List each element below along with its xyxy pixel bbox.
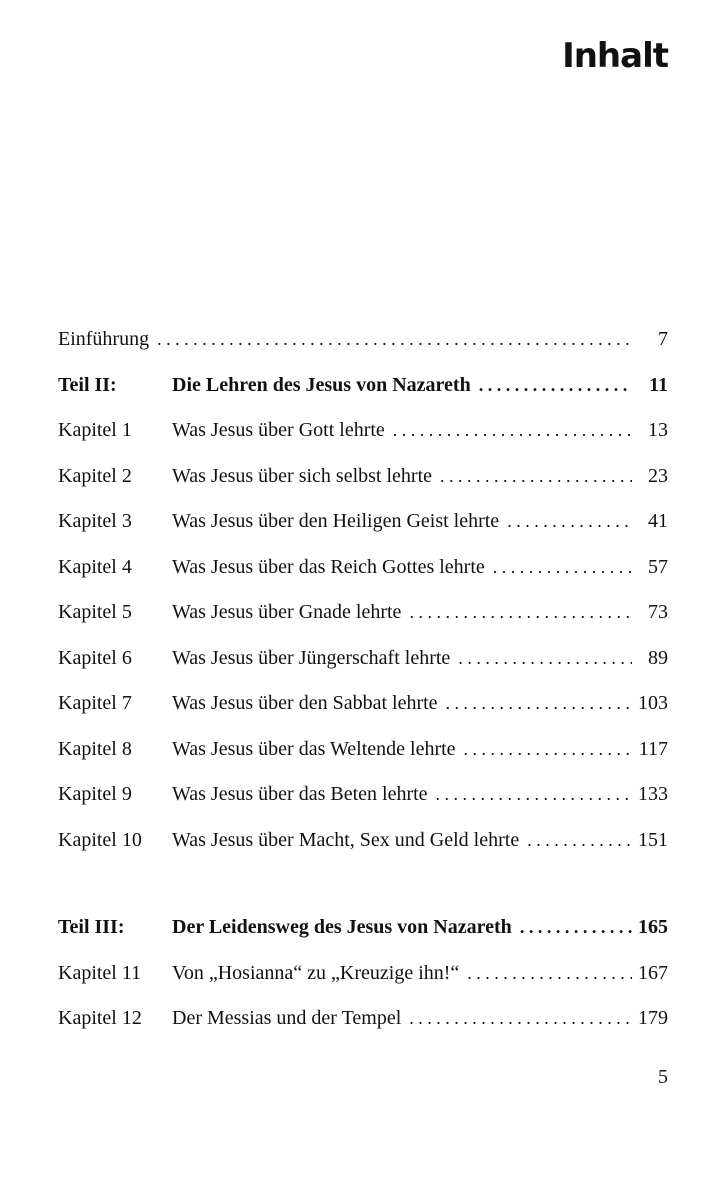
toc-entry-body	[172, 956, 638, 990]
chapter-label: Kapitel 1	[58, 419, 132, 441]
chapter-page: 133	[638, 783, 668, 805]
dot-leader	[527, 823, 632, 857]
toc-entry-body	[172, 910, 638, 944]
chapter-page: 103	[638, 692, 668, 714]
chapter-label: Kapitel 8	[58, 737, 132, 760]
chapter-title: Was Jesus über Gott lehrte	[172, 419, 385, 441]
dot-leader	[507, 504, 632, 538]
toc-entry-body	[172, 823, 638, 857]
chapter-title: Was Jesus über das Reich Gottes lehrte	[172, 555, 485, 578]
chapter-title: Was Jesus über Jüngerschaft lehrte	[172, 646, 451, 669]
toc-part-label: Teil III:	[58, 916, 125, 938]
toc-part-page: 165	[638, 916, 668, 938]
dot-leader	[436, 777, 632, 811]
chapter-page: 41	[648, 510, 668, 532]
chapter-title: Was Jesus über den Heiligen Geist lehrte	[172, 510, 500, 532]
toc-group-part-3	[58, 910, 668, 1047]
dot-leader	[409, 1001, 632, 1035]
chapter-title: Was Jesus über Macht, Sex und Geld lehrte	[172, 828, 520, 851]
toc-chapter	[58, 956, 668, 1002]
chapter-page: 57	[648, 555, 668, 578]
toc-chapter	[58, 1001, 668, 1047]
chapter-title: Was Jesus über den Sabbat lehrte	[172, 692, 438, 714]
chapter-title: Von „Hosianna“ zu „Kreuzige ihn!“	[172, 961, 460, 984]
toc-part-title: Die Lehren des Jesus von Nazareth	[172, 373, 471, 396]
chapter-title: Was Jesus über das Beten lehrte	[172, 783, 428, 805]
dot-leader	[479, 368, 632, 402]
chapter-title: Der Messias und der Tempel	[172, 1007, 402, 1029]
dot-leader	[464, 732, 632, 766]
chapter-label: Kapitel 12	[58, 1007, 142, 1029]
chapter-label: Kapitel 7	[58, 692, 132, 714]
dot-leader	[458, 641, 632, 675]
toc-part-heading	[58, 368, 668, 414]
toc-entry-body	[172, 686, 638, 720]
dot-leader	[467, 956, 632, 990]
page-number: 5	[658, 1066, 668, 1088]
chapter-title: Was Jesus über sich selbst lehrte	[172, 464, 432, 487]
chapter-label: Kapitel 2	[58, 464, 132, 487]
dot-leader	[440, 459, 632, 493]
chapter-title: Was Jesus über Gnade lehrte	[172, 601, 402, 623]
toc-chapter	[58, 595, 668, 641]
toc-part-heading	[58, 910, 668, 956]
dot-leader	[446, 686, 632, 720]
chapter-page: 13	[648, 419, 668, 441]
toc-entry-title: Einführung	[58, 328, 150, 350]
toc-entry-body	[172, 595, 638, 629]
toc-chapter	[58, 686, 668, 732]
toc-chapter	[58, 732, 668, 778]
toc-entry-body	[172, 1001, 638, 1035]
chapter-page: 73	[648, 601, 668, 623]
toc-chapter	[58, 777, 668, 823]
toc-chapter	[58, 413, 668, 459]
toc-entry-page: 7	[658, 328, 668, 350]
chapter-page: 89	[648, 646, 668, 669]
toc-entry-body	[172, 641, 638, 675]
toc-entry-body	[172, 504, 638, 538]
chapter-label: Kapitel 5	[58, 601, 132, 623]
toc-chapter	[58, 823, 668, 869]
chapter-label: Kapitel 11	[58, 961, 142, 984]
toc-part-page: 11	[649, 373, 668, 396]
toc-entry-body	[172, 732, 638, 766]
toc-entry-introduction	[58, 322, 668, 368]
dot-leader	[520, 910, 632, 944]
toc-chapter	[58, 550, 668, 596]
toc-chapter	[58, 459, 668, 505]
toc-entry-body	[172, 459, 638, 493]
chapter-page: 117	[638, 737, 668, 760]
dot-leader	[493, 550, 632, 584]
toc-chapter	[58, 504, 668, 550]
dot-leader	[393, 413, 632, 447]
chapter-label: Kapitel 6	[58, 646, 132, 669]
page-title: Inhalt	[562, 36, 668, 76]
chapter-page: 167	[638, 961, 668, 984]
dot-leader	[409, 595, 632, 629]
toc-entry-body	[172, 413, 638, 447]
dot-leader	[157, 322, 632, 356]
chapter-page: 151	[638, 828, 668, 851]
toc-part-title: Der Leidensweg des Jesus von Nazareth	[172, 916, 512, 938]
toc-entry-body	[172, 777, 638, 811]
chapter-label: Kapitel 9	[58, 783, 132, 805]
chapter-label: Kapitel 10	[58, 828, 142, 851]
chapter-label: Kapitel 4	[58, 555, 132, 578]
chapter-page: 23	[648, 464, 668, 487]
chapter-page: 179	[638, 1007, 668, 1029]
toc-part-label: Teil II:	[58, 373, 117, 396]
chapter-title: Was Jesus über das Weltende lehrte	[172, 737, 456, 760]
toc-group-part-2	[58, 322, 668, 868]
toc-entry-body	[172, 368, 638, 402]
toc-entry-body	[58, 322, 638, 356]
toc-entry-body	[172, 550, 638, 584]
chapter-label: Kapitel 3	[58, 510, 132, 532]
toc-chapter	[58, 641, 668, 687]
